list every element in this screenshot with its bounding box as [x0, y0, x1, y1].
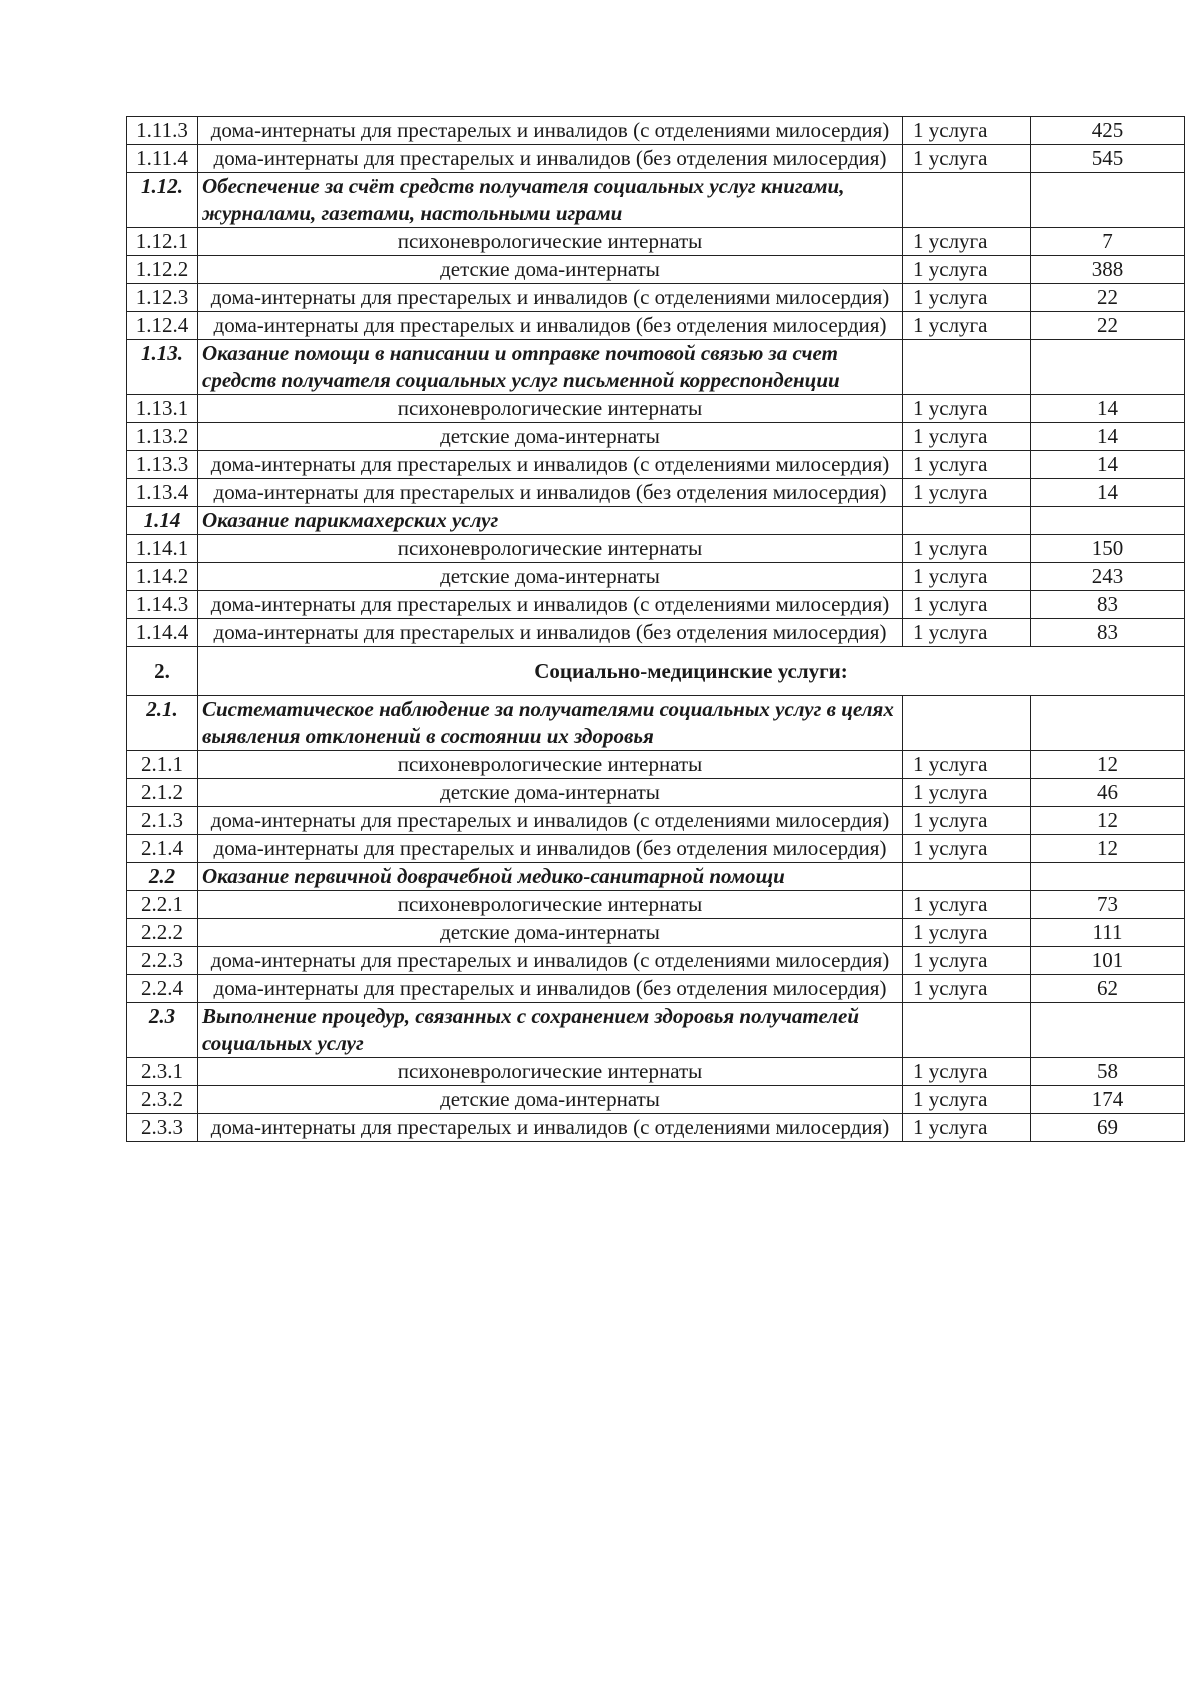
row-value: 83	[1031, 619, 1185, 647]
row-name: психоневрологические интернаты	[198, 751, 903, 779]
row-code: 1.14.1	[127, 535, 198, 563]
table-row	[127, 145, 1185, 173]
row-unit: 1 услуга	[903, 891, 1031, 919]
row-unit	[903, 1003, 1031, 1058]
row-code: 2.3.2	[127, 1086, 198, 1114]
row-name: детские дома-интернаты	[198, 1086, 903, 1114]
row-unit	[903, 173, 1031, 228]
row-value: 7	[1031, 228, 1185, 256]
row-value: 545	[1031, 145, 1185, 173]
row-name: психоневрологические интернаты	[198, 891, 903, 919]
row-code: 2.1.2	[127, 779, 198, 807]
row-unit: 1 услуга	[903, 145, 1031, 173]
table-row	[127, 947, 1185, 975]
row-name: дома-интернаты для престарелых и инвалидов (без отделения милосердия)	[198, 619, 903, 647]
table-row	[127, 479, 1185, 507]
row-name: дома-интернаты для престарелых и инвалидов (с отделениями милосердия)	[198, 451, 903, 479]
services-tariff-table	[126, 116, 1185, 1142]
table-row	[127, 312, 1185, 340]
row-value: 73	[1031, 891, 1185, 919]
row-code: 1.12.	[127, 173, 198, 228]
row-unit: 1 услуга	[903, 807, 1031, 835]
row-name: дома-интернаты для престарелых и инвалидов (без отделения милосердия)	[198, 145, 903, 173]
row-code: 2.1.4	[127, 835, 198, 863]
row-code: 2.2.3	[127, 947, 198, 975]
row-code: 1.12.2	[127, 256, 198, 284]
row-value	[1031, 1003, 1185, 1058]
row-code: 1.14	[127, 507, 198, 535]
row-code: 1.14.3	[127, 591, 198, 619]
section-row	[127, 647, 1185, 696]
row-code: 2.3.3	[127, 1114, 198, 1142]
row-name: психоневрологические интернаты	[198, 535, 903, 563]
row-name: дома-интернаты для престарелых и инвалидов (с отделениями милосердия)	[198, 117, 903, 145]
table-row	[127, 395, 1185, 423]
table-row	[127, 1114, 1185, 1142]
row-unit	[903, 696, 1031, 751]
row-unit: 1 услуга	[903, 284, 1031, 312]
group-header-row	[127, 696, 1185, 751]
row-code: 2.2.2	[127, 919, 198, 947]
row-name: детские дома-интернаты	[198, 563, 903, 591]
row-value: 12	[1031, 807, 1185, 835]
table-row	[127, 591, 1185, 619]
row-unit: 1 услуга	[903, 1086, 1031, 1114]
row-name: дома-интернаты для престарелых и инвалидов (с отделениями милосердия)	[198, 1114, 903, 1142]
row-value: 12	[1031, 751, 1185, 779]
row-name: дома-интернаты для престарелых и инвалидов (с отделениями милосердия)	[198, 284, 903, 312]
row-name: дома-интернаты для престарелых и инвалидов (с отделениями милосердия)	[198, 947, 903, 975]
row-unit: 1 услуга	[903, 591, 1031, 619]
row-code: 1.13.4	[127, 479, 198, 507]
row-code: 1.12.4	[127, 312, 198, 340]
table-row	[127, 423, 1185, 451]
table-row	[127, 117, 1185, 145]
table-row	[127, 779, 1185, 807]
row-unit: 1 услуга	[903, 975, 1031, 1003]
row-value: 174	[1031, 1086, 1185, 1114]
table-row	[127, 535, 1185, 563]
group-header-row	[127, 173, 1185, 228]
row-value: 22	[1031, 284, 1185, 312]
row-value: 150	[1031, 535, 1185, 563]
group-header-row	[127, 507, 1185, 535]
table-row	[127, 891, 1185, 919]
row-name: Оказание парикмахерских услуг	[198, 507, 903, 535]
row-unit: 1 услуга	[903, 751, 1031, 779]
row-value: 14	[1031, 423, 1185, 451]
row-unit: 1 услуга	[903, 423, 1031, 451]
table-row	[127, 228, 1185, 256]
row-unit: 1 услуга	[903, 919, 1031, 947]
row-name: Систематическое наблюдение за получателями социальных услуг в целях выявления отклонений в состоянии их здоровья	[198, 696, 903, 751]
row-name: дома-интернаты для престарелых и инвалидов (с отделениями милосердия)	[198, 807, 903, 835]
table-row	[127, 835, 1185, 863]
row-value: 14	[1031, 479, 1185, 507]
row-name: Обеспечение за счёт средств получателя социальных услуг книгами, журналами, газетами, настольными играми	[198, 173, 903, 228]
table-row	[127, 1086, 1185, 1114]
row-unit: 1 услуга	[903, 228, 1031, 256]
row-unit	[903, 863, 1031, 891]
row-value: 12	[1031, 835, 1185, 863]
table-row	[127, 451, 1185, 479]
row-code: 2.2.4	[127, 975, 198, 1003]
row-name: детские дома-интернаты	[198, 919, 903, 947]
row-value: 111	[1031, 919, 1185, 947]
row-code: 1.11.3	[127, 117, 198, 145]
row-name: Оказание первичной доврачебной медико-санитарной помощи	[198, 863, 903, 891]
row-unit: 1 услуга	[903, 117, 1031, 145]
row-unit: 1 услуга	[903, 563, 1031, 591]
row-unit: 1 услуга	[903, 619, 1031, 647]
table-row	[127, 1058, 1185, 1086]
row-code: 1.13.3	[127, 451, 198, 479]
row-unit: 1 услуга	[903, 1114, 1031, 1142]
row-unit: 1 услуга	[903, 312, 1031, 340]
row-code: 1.12.3	[127, 284, 198, 312]
row-value	[1031, 507, 1185, 535]
row-code: 1.11.4	[127, 145, 198, 173]
row-value: 425	[1031, 117, 1185, 145]
row-name: дома-интернаты для престарелых и инвалидов (без отделения милосердия)	[198, 479, 903, 507]
row-name: Оказание помощи в написании и отправке почтовой связью за счет средств получателя социальных услуг письменной корреспонденции	[198, 340, 903, 395]
row-code: 2.3.1	[127, 1058, 198, 1086]
row-name: психоневрологические интернаты	[198, 228, 903, 256]
row-code: 1.14.2	[127, 563, 198, 591]
row-name: детские дома-интернаты	[198, 423, 903, 451]
row-name: детские дома-интернаты	[198, 779, 903, 807]
row-unit: 1 услуга	[903, 779, 1031, 807]
row-code: 1.12.1	[127, 228, 198, 256]
row-value: 243	[1031, 563, 1185, 591]
row-value: 22	[1031, 312, 1185, 340]
row-unit: 1 услуга	[903, 947, 1031, 975]
row-unit	[903, 507, 1031, 535]
row-unit: 1 услуга	[903, 256, 1031, 284]
row-code: 2.2.1	[127, 891, 198, 919]
row-unit	[903, 340, 1031, 395]
row-name: психоневрологические интернаты	[198, 395, 903, 423]
row-code: 1.13.2	[127, 423, 198, 451]
row-value	[1031, 863, 1185, 891]
row-name: Выполнение процедур, связанных с сохранением здоровья получателей социальных услуг	[198, 1003, 903, 1058]
table-row	[127, 284, 1185, 312]
row-name: дома-интернаты для престарелых и инвалидов (с отделениями милосердия)	[198, 591, 903, 619]
section-title: Социально-медицинские услуги:	[198, 647, 1185, 696]
row-unit: 1 услуга	[903, 1058, 1031, 1086]
group-header-row	[127, 1003, 1185, 1058]
table-row	[127, 563, 1185, 591]
row-unit: 1 услуга	[903, 535, 1031, 563]
table-row	[127, 751, 1185, 779]
row-name: детские дома-интернаты	[198, 256, 903, 284]
group-header-row	[127, 863, 1185, 891]
row-name: дома-интернаты для престарелых и инвалидов (без отделения милосердия)	[198, 312, 903, 340]
table-row	[127, 919, 1185, 947]
row-value: 388	[1031, 256, 1185, 284]
row-value: 83	[1031, 591, 1185, 619]
row-value	[1031, 173, 1185, 228]
row-code: 2.1.3	[127, 807, 198, 835]
row-value: 101	[1031, 947, 1185, 975]
table-body	[127, 117, 1185, 1142]
row-unit: 1 услуга	[903, 451, 1031, 479]
row-value	[1031, 340, 1185, 395]
row-value	[1031, 696, 1185, 751]
row-value: 58	[1031, 1058, 1185, 1086]
table-row	[127, 975, 1185, 1003]
table-row	[127, 256, 1185, 284]
row-value: 69	[1031, 1114, 1185, 1142]
row-code: 1.14.4	[127, 619, 198, 647]
row-value: 14	[1031, 395, 1185, 423]
row-value: 62	[1031, 975, 1185, 1003]
row-code: 2.3	[127, 1003, 198, 1058]
row-unit: 1 услуга	[903, 395, 1031, 423]
row-name: психоневрологические интернаты	[198, 1058, 903, 1086]
row-code: 2.2	[127, 863, 198, 891]
row-unit: 1 услуга	[903, 479, 1031, 507]
section-code: 2.	[127, 647, 198, 696]
row-code: 2.1.	[127, 696, 198, 751]
row-code: 1.13.	[127, 340, 198, 395]
row-name: дома-интернаты для престарелых и инвалидов (без отделения милосердия)	[198, 975, 903, 1003]
row-value: 46	[1031, 779, 1185, 807]
table-row	[127, 619, 1185, 647]
group-header-row	[127, 340, 1185, 395]
row-unit: 1 услуга	[903, 835, 1031, 863]
row-code: 2.1.1	[127, 751, 198, 779]
row-code: 1.13.1	[127, 395, 198, 423]
row-value: 14	[1031, 451, 1185, 479]
row-name: дома-интернаты для престарелых и инвалидов (без отделения милосердия)	[198, 835, 903, 863]
table-row	[127, 807, 1185, 835]
